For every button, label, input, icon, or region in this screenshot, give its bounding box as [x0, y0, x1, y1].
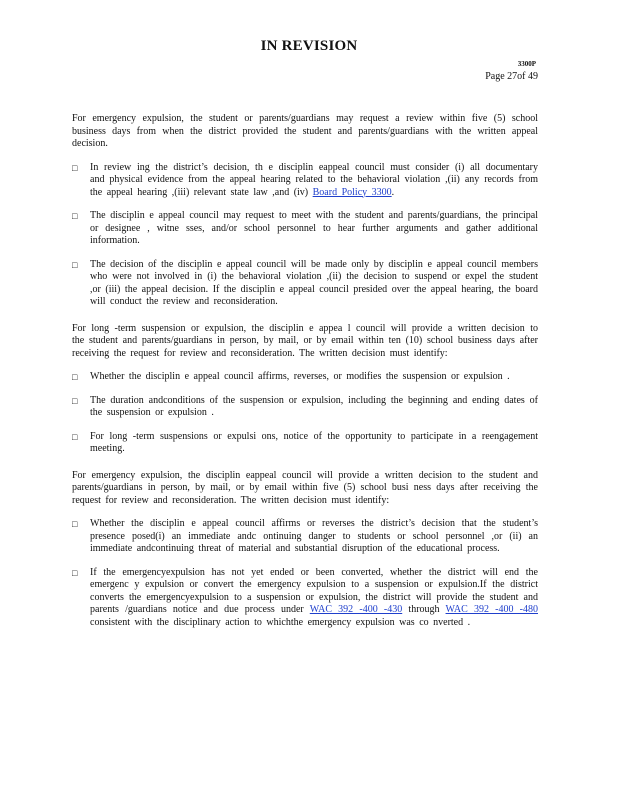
document-body	[72, 113, 538, 640]
list-item	[72, 567, 538, 630]
list-item-text: Whether the disciplin e appeal council affirms or reverses the district’s decision that the student’s presence posed(i) an immediate andc ontinuing danger to students or school personnel ,or (ii) an immediate andcontinuing threat of material and substantial disruption of the educational process.	[90, 518, 538, 554]
list-item-text: Whether the disciplin e appeal council affirms, reverses, or modifies the suspension or expulsion .	[90, 371, 510, 382]
list-item	[72, 162, 538, 200]
list-item-text-mid: through	[408, 604, 440, 615]
list-item-text: If the emergencyexpulsion has not yet ended or been converted, whether the district will end the emergenc y expulsion or convert the emergency expulsion to a suspension or expulsion.If the district converts the emergencyexpulsion to a suspension or expulsion, the district will provide the student and parents /guardians notice and due process under	[90, 566, 538, 615]
paragraph-emergency-decision: For emergency expulsion, the disciplin eappeal council will provide a written decision to the student and parents/guardians in person, by mail, or by email within five (5) school busi ness days after receiving the request for review and reconsideration. The written decision must identify:	[72, 469, 538, 506]
list-item	[72, 210, 538, 248]
list-item-text: For long -term suspensions or expulsi ons, notice of the opportunity to participate in a reengagement meeting.	[90, 430, 538, 454]
bullet-icon: □	[72, 395, 78, 406]
list-item-text: The decision of the disciplin e appeal council will be made only by disciplin e appeal council members who were not involved in (i) the behavioral violation ,(ii) the decision to suspend or expel the student ,or (iii) the appeal decision. If the disciplin e appeal council presided over the appeal hearing, the board will conduct the review and reconsideration.	[90, 258, 538, 307]
bullet-icon: □	[72, 431, 78, 442]
list-item	[72, 431, 538, 456]
bullet-icon: □	[72, 519, 78, 529]
list-item	[72, 259, 538, 309]
list-item-text-end: consistent with the disciplinary action to whichthe emergency expulsion was co nverted .	[90, 616, 471, 628]
list-item-text-end: .	[391, 186, 395, 198]
list-item	[72, 395, 538, 420]
list-item-text: In review ing the district’s decision, th e disciplin eappeal council must consider (i) all documentary and physical evidence from the appeal hearing related to the behavioral violation ,(ii) any records from the appeal hearing ,(iii) relevant state law ,and (iv)	[90, 161, 538, 198]
page-title: IN REVISION	[260, 38, 358, 54]
board-policy-3300-link[interactable]: Board Policy 3300	[312, 186, 392, 198]
page-number: Page 27of 49	[485, 71, 538, 82]
list-item	[72, 371, 538, 384]
wac-392-400-480-link[interactable]: WAC 392 -400 -480	[445, 604, 538, 615]
bullet-icon: □	[72, 567, 78, 578]
bullet-icon: □	[72, 211, 78, 221]
wac-392-400-430-link[interactable]: WAC 392 -400 -430	[309, 604, 403, 615]
list-item-text: The disciplin e appeal council may request to meet with the student and parents/guardians, the principal or designee , witne sses, and/or school personnel to hear further arguments and gather additional information.	[90, 210, 538, 246]
paragraph-emergency-expulsion-review: For emergency expulsion, the student or parents/guardians may request a review within five (5) school business days from when the district provided the student and parents/guardians with the written appeal decision.	[72, 113, 538, 149]
bullet-icon: □	[72, 372, 78, 382]
policy-code: 3300P	[517, 60, 536, 68]
bullet-icon: □	[72, 259, 78, 270]
list-item-text: The duration andconditions of the suspension or expulsion, including the beginning and ending dates of the suspension or expulsion .	[90, 394, 538, 418]
paragraph-long-term-decision: For long -term suspension or expulsion, the disciplin e appea l council will provide a written decision to the student and parents/guardians in person, by mail, or by email within ten (10) school business days after receiving the request for review and reconsideration. The written decision must identify:	[72, 322, 538, 359]
bullet-icon: □	[72, 162, 78, 173]
list-item	[72, 518, 538, 556]
